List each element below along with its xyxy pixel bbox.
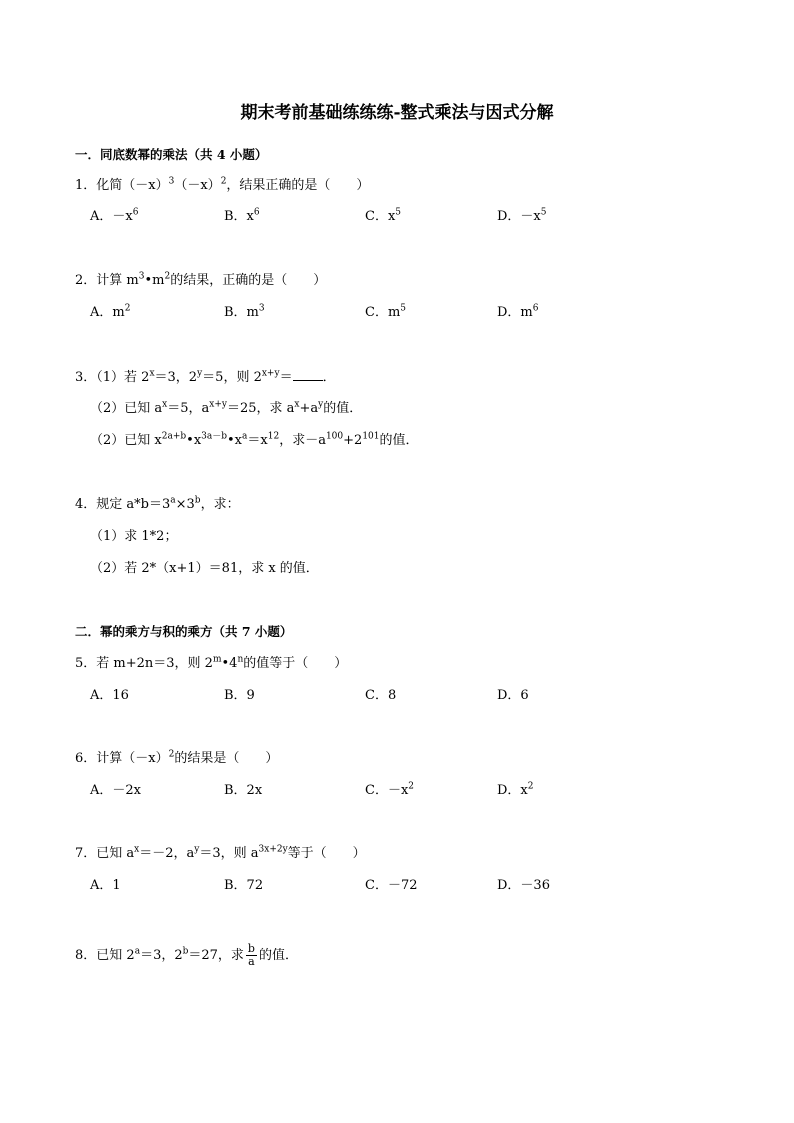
q1-option-c: C．$x^5$ (365, 207, 402, 224)
q5-option-b: B．9 (224, 688, 255, 703)
q2-option-d: D．$m^6$ (497, 303, 539, 320)
q7-option-b: B．72 (224, 878, 264, 893)
q5-option-c: C．8 (365, 688, 397, 703)
q2-option-a: A．$m^2$ (90, 303, 131, 320)
question-1: 1．化简$(-x)^3(-x)^2$，结果正确的是（ ） (75, 176, 370, 193)
q6-option-b: B．2x (224, 783, 263, 798)
question-3-part-3: （2）已知 $x^{2a+b}•x^{3a-b}•x^a=x^{12}$，求$-a^{100}+2^{101}$的值． (90, 431, 419, 448)
question-2: 2．计算 $m^3•m^2$的结果，正确的是（ ） (75, 271, 327, 288)
q7-option-c: C．－72 (365, 878, 418, 893)
q2-option-b: B．$m^3$ (224, 303, 265, 320)
question-5: 5．若 m+2n＝3，则 2$^m$•4$^n$的值等于（ ） (75, 654, 348, 671)
q6-option-d: D．$x^2$ (497, 781, 534, 798)
question-7: 7．已知 $a^x=-2$，$a^y=3$，则 $a^{3x+2y}$等于（ ） (75, 844, 366, 861)
question-3-part-1: 3．（1）若 $2^x=3$，$2^y=5$，则 $2^{x+y}=$ ． (75, 368, 336, 385)
section-heading-2: 二．幂的乘方与积的乘方（共 7 小题） (75, 624, 293, 639)
q6-option-c: C．$-x^2$ (365, 781, 415, 798)
section-heading-1: 一．同底数幂的乘法（共 4 小题） (75, 147, 268, 162)
question-8: 8．已知 $2^a=3$，$2^b=27$，求 $\frac{b}{a}$ 的值． (75, 942, 298, 968)
question-4: 4．规定 $a*b=3^a\times 3^b$，求： (75, 495, 240, 512)
q5-option-d: D．6 (497, 688, 529, 703)
q2-option-c: C．$m^5$ (365, 303, 407, 320)
question-6: 6．计算$(-x)^2$的结果是（ ） (75, 749, 279, 766)
q7-option-d: D．－36 (497, 878, 550, 893)
q1-option-b: B．$x^6$ (224, 207, 260, 224)
question-4-part-2: （2）若 2*（x+1）＝81，求 x 的值． (90, 561, 319, 576)
q7-option-a: A．1 (90, 878, 121, 893)
question-4-part-1: （1）求 1*2； (90, 529, 178, 544)
page-title: 期末考前基础练练练-整式乘法与因式分解 (240, 103, 554, 123)
question-3-part-2: （2）已知 $a^x=5$，$a^{x+y}=25$，求 $a^x+a^y$的值． (90, 399, 363, 416)
answer-blank (293, 368, 323, 381)
q5-option-a: A．16 (90, 688, 129, 703)
fraction-b-over-a: $\frac{b}{a}$ (247, 942, 255, 968)
q6-option-a: A．－2x (90, 783, 141, 798)
q1-option-d: D．$-x^5$ (497, 207, 547, 224)
q1-option-a: A．$-x^6$ (90, 207, 139, 224)
